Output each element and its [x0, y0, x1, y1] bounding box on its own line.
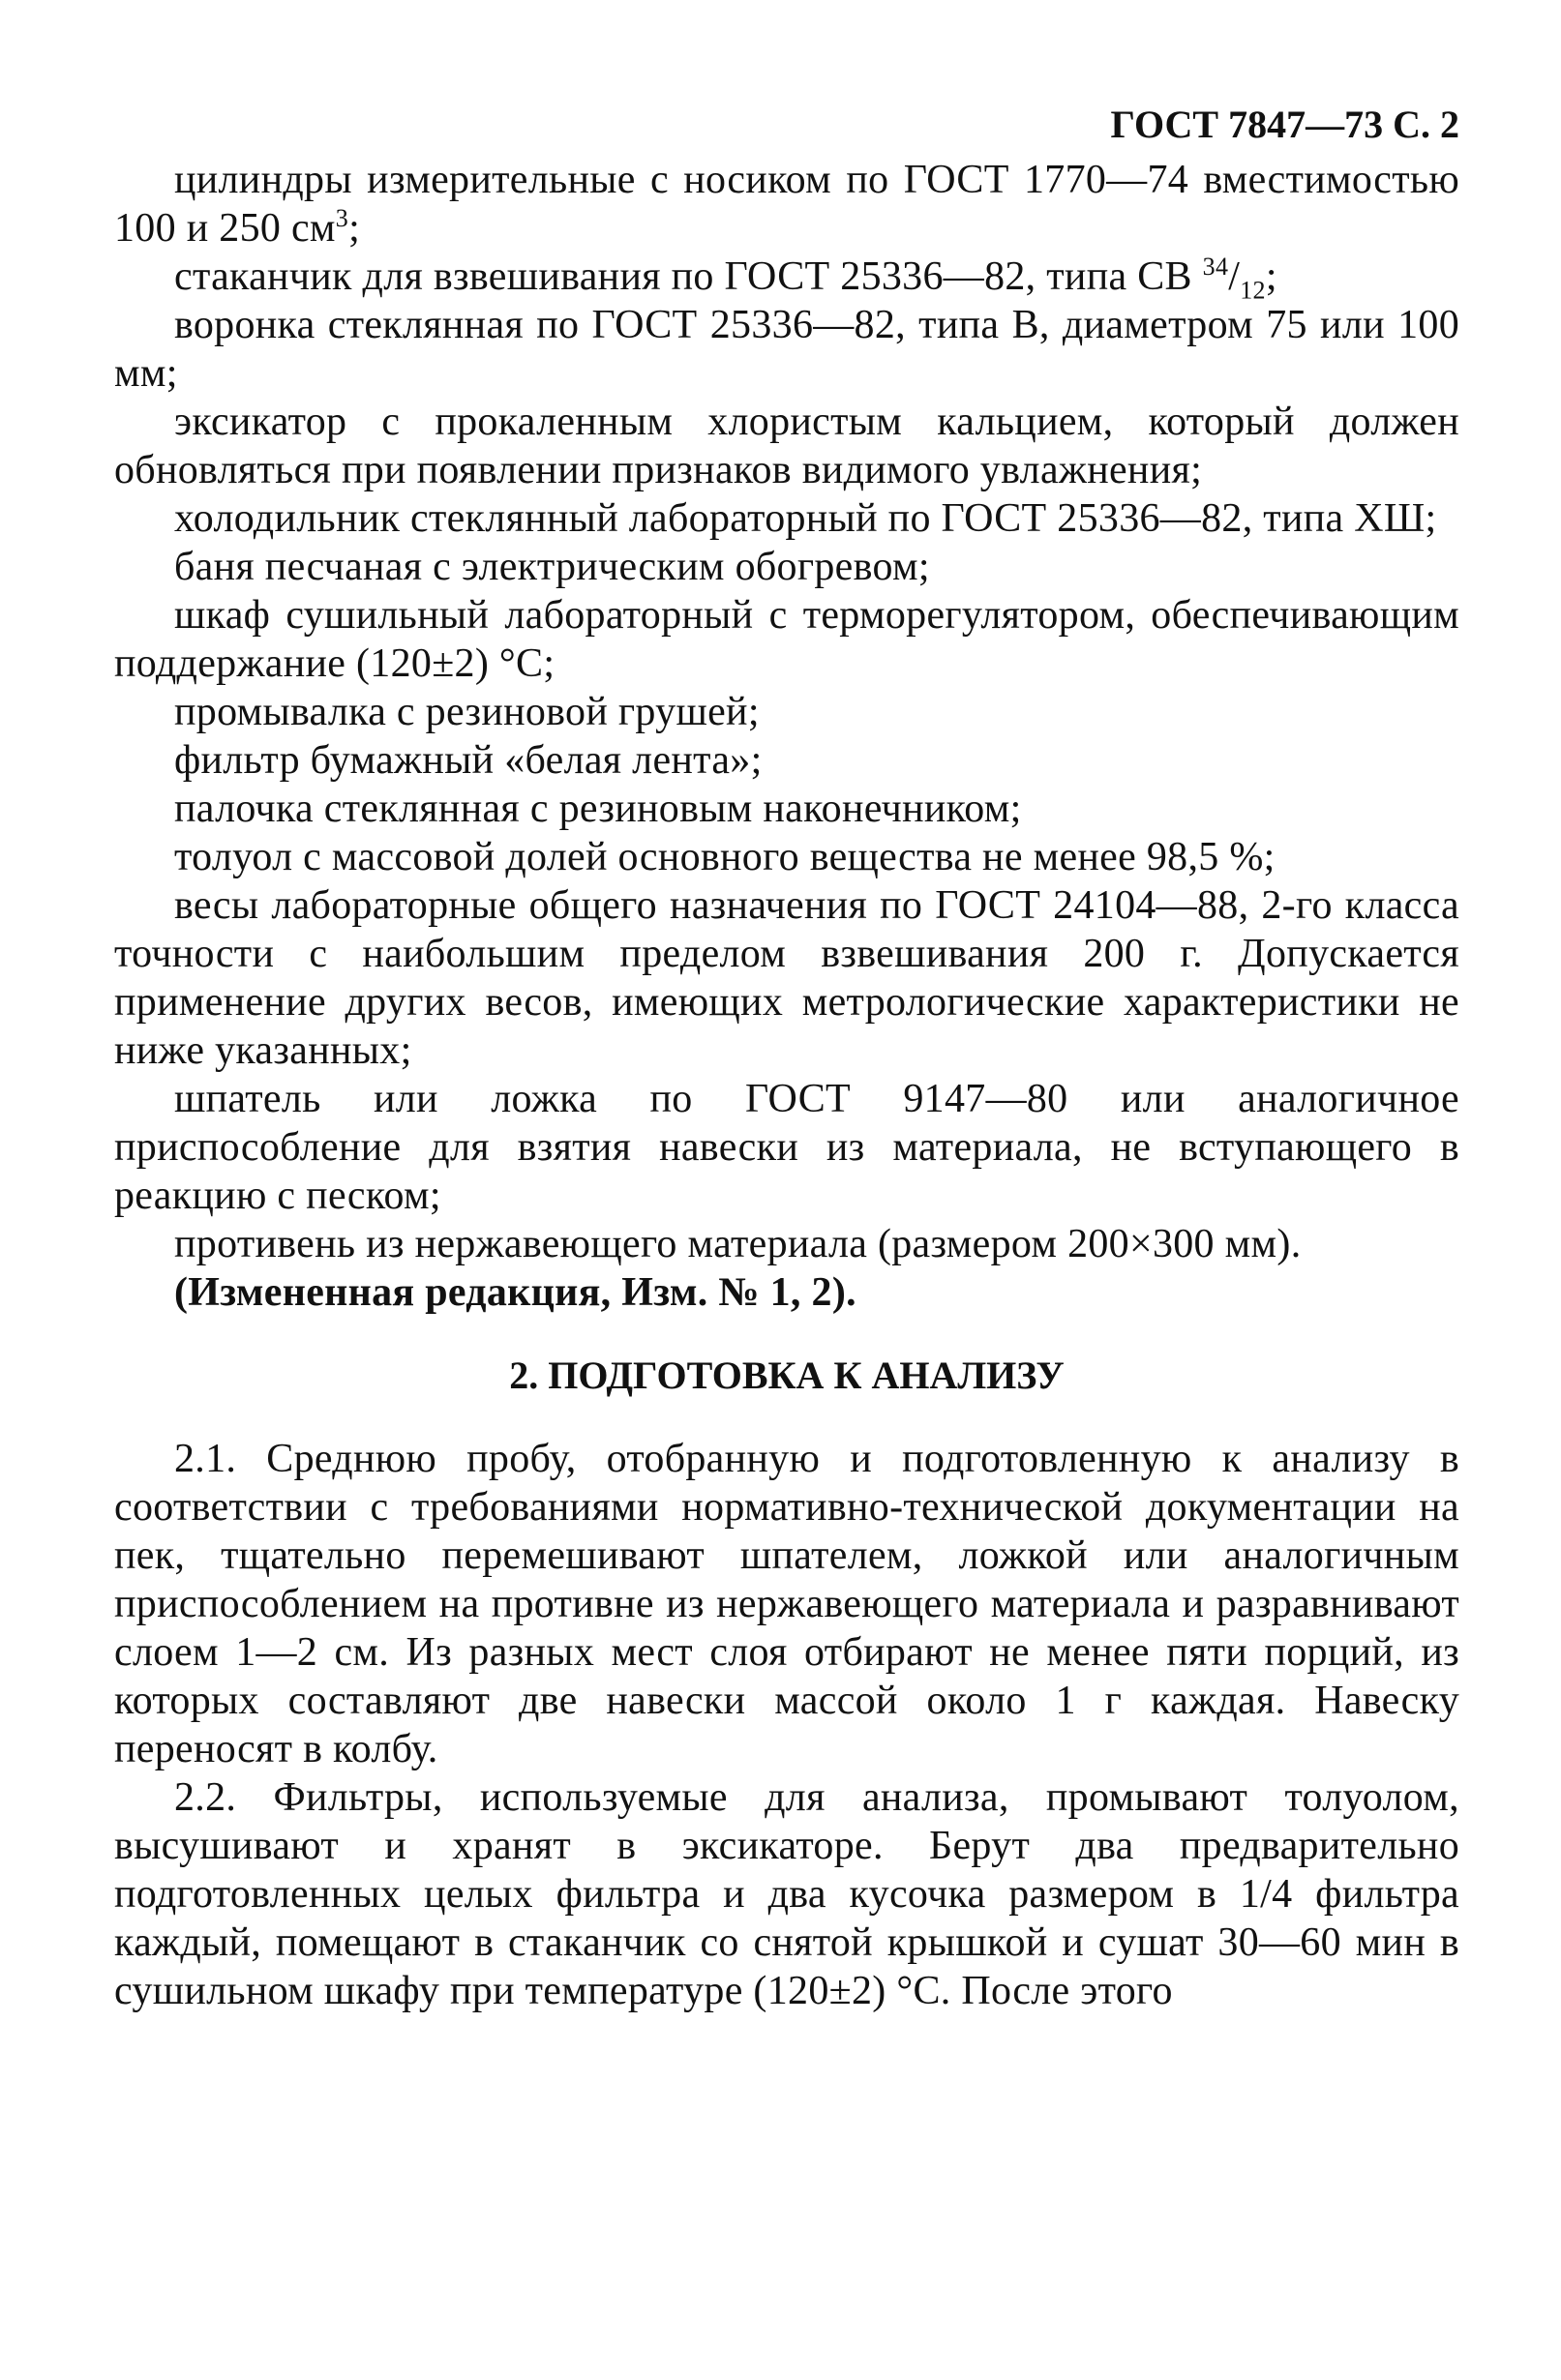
equipment-item: эксикатор с прокаленным хлористым кальцием, который должен обновляться при появлении признаков видимого увлажнения;: [114, 400, 1459, 492]
equipment-item: холодильник стеклянный лабораторный по ГОСТ 25336—82, типа ХШ;: [174, 496, 1437, 541]
revision-note: (Измененная редакция, Изм. № 1, 2).: [174, 1270, 856, 1315]
section-paragraph: 2.2. Фильтры, используемые для анализа, промывают толуолом, высушивают и хранят в эксикаторе. Берут два предварительно подготовленных целых фильтра и два кусочка размером в 1/4 фильтра каждый, помещают в стаканчик со снятой крышкой и сушат 30—60 мин в сушильном шкафу при температуре (120±2) °С. После этого: [114, 1775, 1459, 2013]
equipment-list: [114, 156, 1459, 1317]
equipment-item: толуол с массовой долей основного вещества не менее 98,5 %;: [174, 835, 1276, 879]
document-page: [114, 102, 1459, 2015]
equipment-item: цилиндры измерительные с носиком по ГОСТ 1770—74 вместимостью 100 и 250 $см^3$;: [114, 158, 1459, 251]
section-paragraph: 2.1. Среднюю пробу, отобранную и подготовленную к анализу в соответствии с требованиями нормативно-технической документации на пек, тщательно перемешивают шпателем, ложкой или аналогичным приспособлением на противне из нержавеющего материала и разравнивают слоем 1—2 см. Из разных мест слоя отбирают не менее пяти порций, из которых составляют две навески массой около 1 г каждая. Навеску переносят в колбу.: [114, 1437, 1459, 1771]
equipment-item: фильтр бумажный «белая лента»;: [174, 738, 763, 783]
equipment-item: палочка стеклянная с резиновым наконечником;: [174, 787, 1022, 831]
section-body: [114, 1435, 1459, 2015]
equipment-item: шкаф сушильный лабораторный с терморегулятором, обеспечивающим поддержание (120±2) °С;: [114, 593, 1459, 686]
equipment-item: противень из нержавеющего материала (размером 200×300 мм).: [174, 1222, 1302, 1266]
equipment-item: шпатель или ложка по ГОСТ 9147—80 или аналогичное приспособление для взятия навески из материала, не вступающего в реакцию с песком;: [114, 1077, 1459, 1218]
equipment-item: стаканчик для взвешивания по ГОСТ 25336—82, типа СВ $^{34}/_{12}$;: [174, 253, 1277, 305]
equipment-item: весы лабораторные общего назначения по ГОСТ 24104—88, 2-го класса точности с наибольшим пределом взвешивания 200 г. Допускается применение других весов, имеющих метрологические характеристики не ниже указанных;: [114, 883, 1459, 1073]
equipment-item: воронка стеклянная по ГОСТ 25336—82, типа В, диаметром 75 или 100 мм;: [114, 303, 1459, 396]
section-title: 2. ПОДГОТОВКА К АНАЛИЗУ: [509, 1354, 1065, 1397]
equipment-item: промывалка с резиновой грушей;: [174, 690, 760, 734]
equipment-item: баня песчаная с электрическим обогревом;: [174, 545, 930, 589]
page-header: ГОСТ 7847—73 С. 2: [1110, 103, 1459, 146]
